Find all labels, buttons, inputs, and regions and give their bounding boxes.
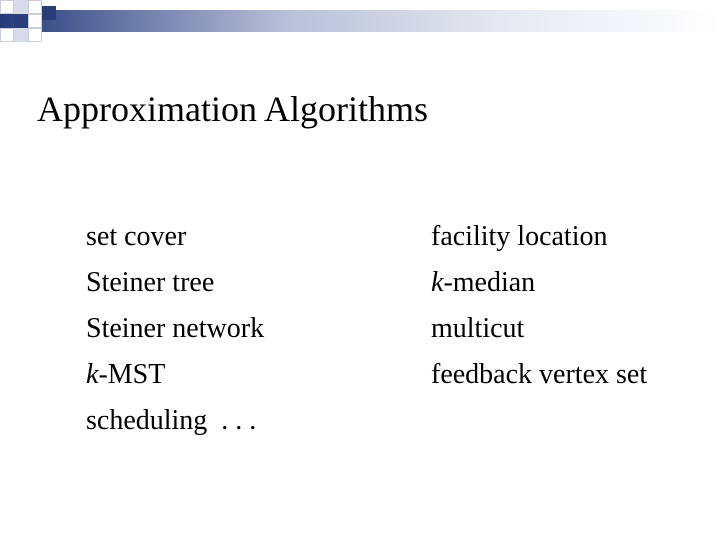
list-item-text: Steiner tree xyxy=(86,267,215,298)
header-square-decoration xyxy=(14,0,28,14)
list-item-italic-prefix: k xyxy=(86,359,99,390)
list-item-text: scheduling . . . xyxy=(86,405,257,436)
list-item xyxy=(86,214,264,260)
slide-title: Approximation Algorithms xyxy=(37,89,428,129)
list-item-text: -median xyxy=(443,267,536,298)
list-item-text: multicut xyxy=(431,313,525,344)
list-item xyxy=(86,260,264,306)
list-item xyxy=(86,306,264,352)
list-item xyxy=(86,352,264,398)
right-topic-list xyxy=(431,214,647,398)
header-square-decoration xyxy=(0,0,14,14)
left-topic-list xyxy=(86,214,264,444)
header-square-decoration xyxy=(28,0,42,14)
list-item-text: feedback vertex set xyxy=(431,359,648,390)
list-item-italic-prefix: k xyxy=(431,267,444,298)
header-square-decoration xyxy=(28,14,42,28)
list-item xyxy=(86,398,264,444)
header-square-decoration xyxy=(14,14,28,28)
list-item xyxy=(431,260,647,306)
list-item-text: -MST xyxy=(98,359,166,390)
header-square-decoration xyxy=(42,6,56,20)
header-gradient-band xyxy=(0,10,720,32)
list-item xyxy=(431,352,647,398)
list-item-text: Steiner network xyxy=(86,313,265,344)
header-square-decoration xyxy=(28,28,42,42)
list-item-text: facility location xyxy=(431,221,608,252)
list-item-text: set cover xyxy=(86,221,187,252)
header-square-decoration xyxy=(14,28,28,42)
list-item xyxy=(431,306,647,352)
list-item xyxy=(431,214,647,260)
header-square-decoration xyxy=(0,28,14,42)
